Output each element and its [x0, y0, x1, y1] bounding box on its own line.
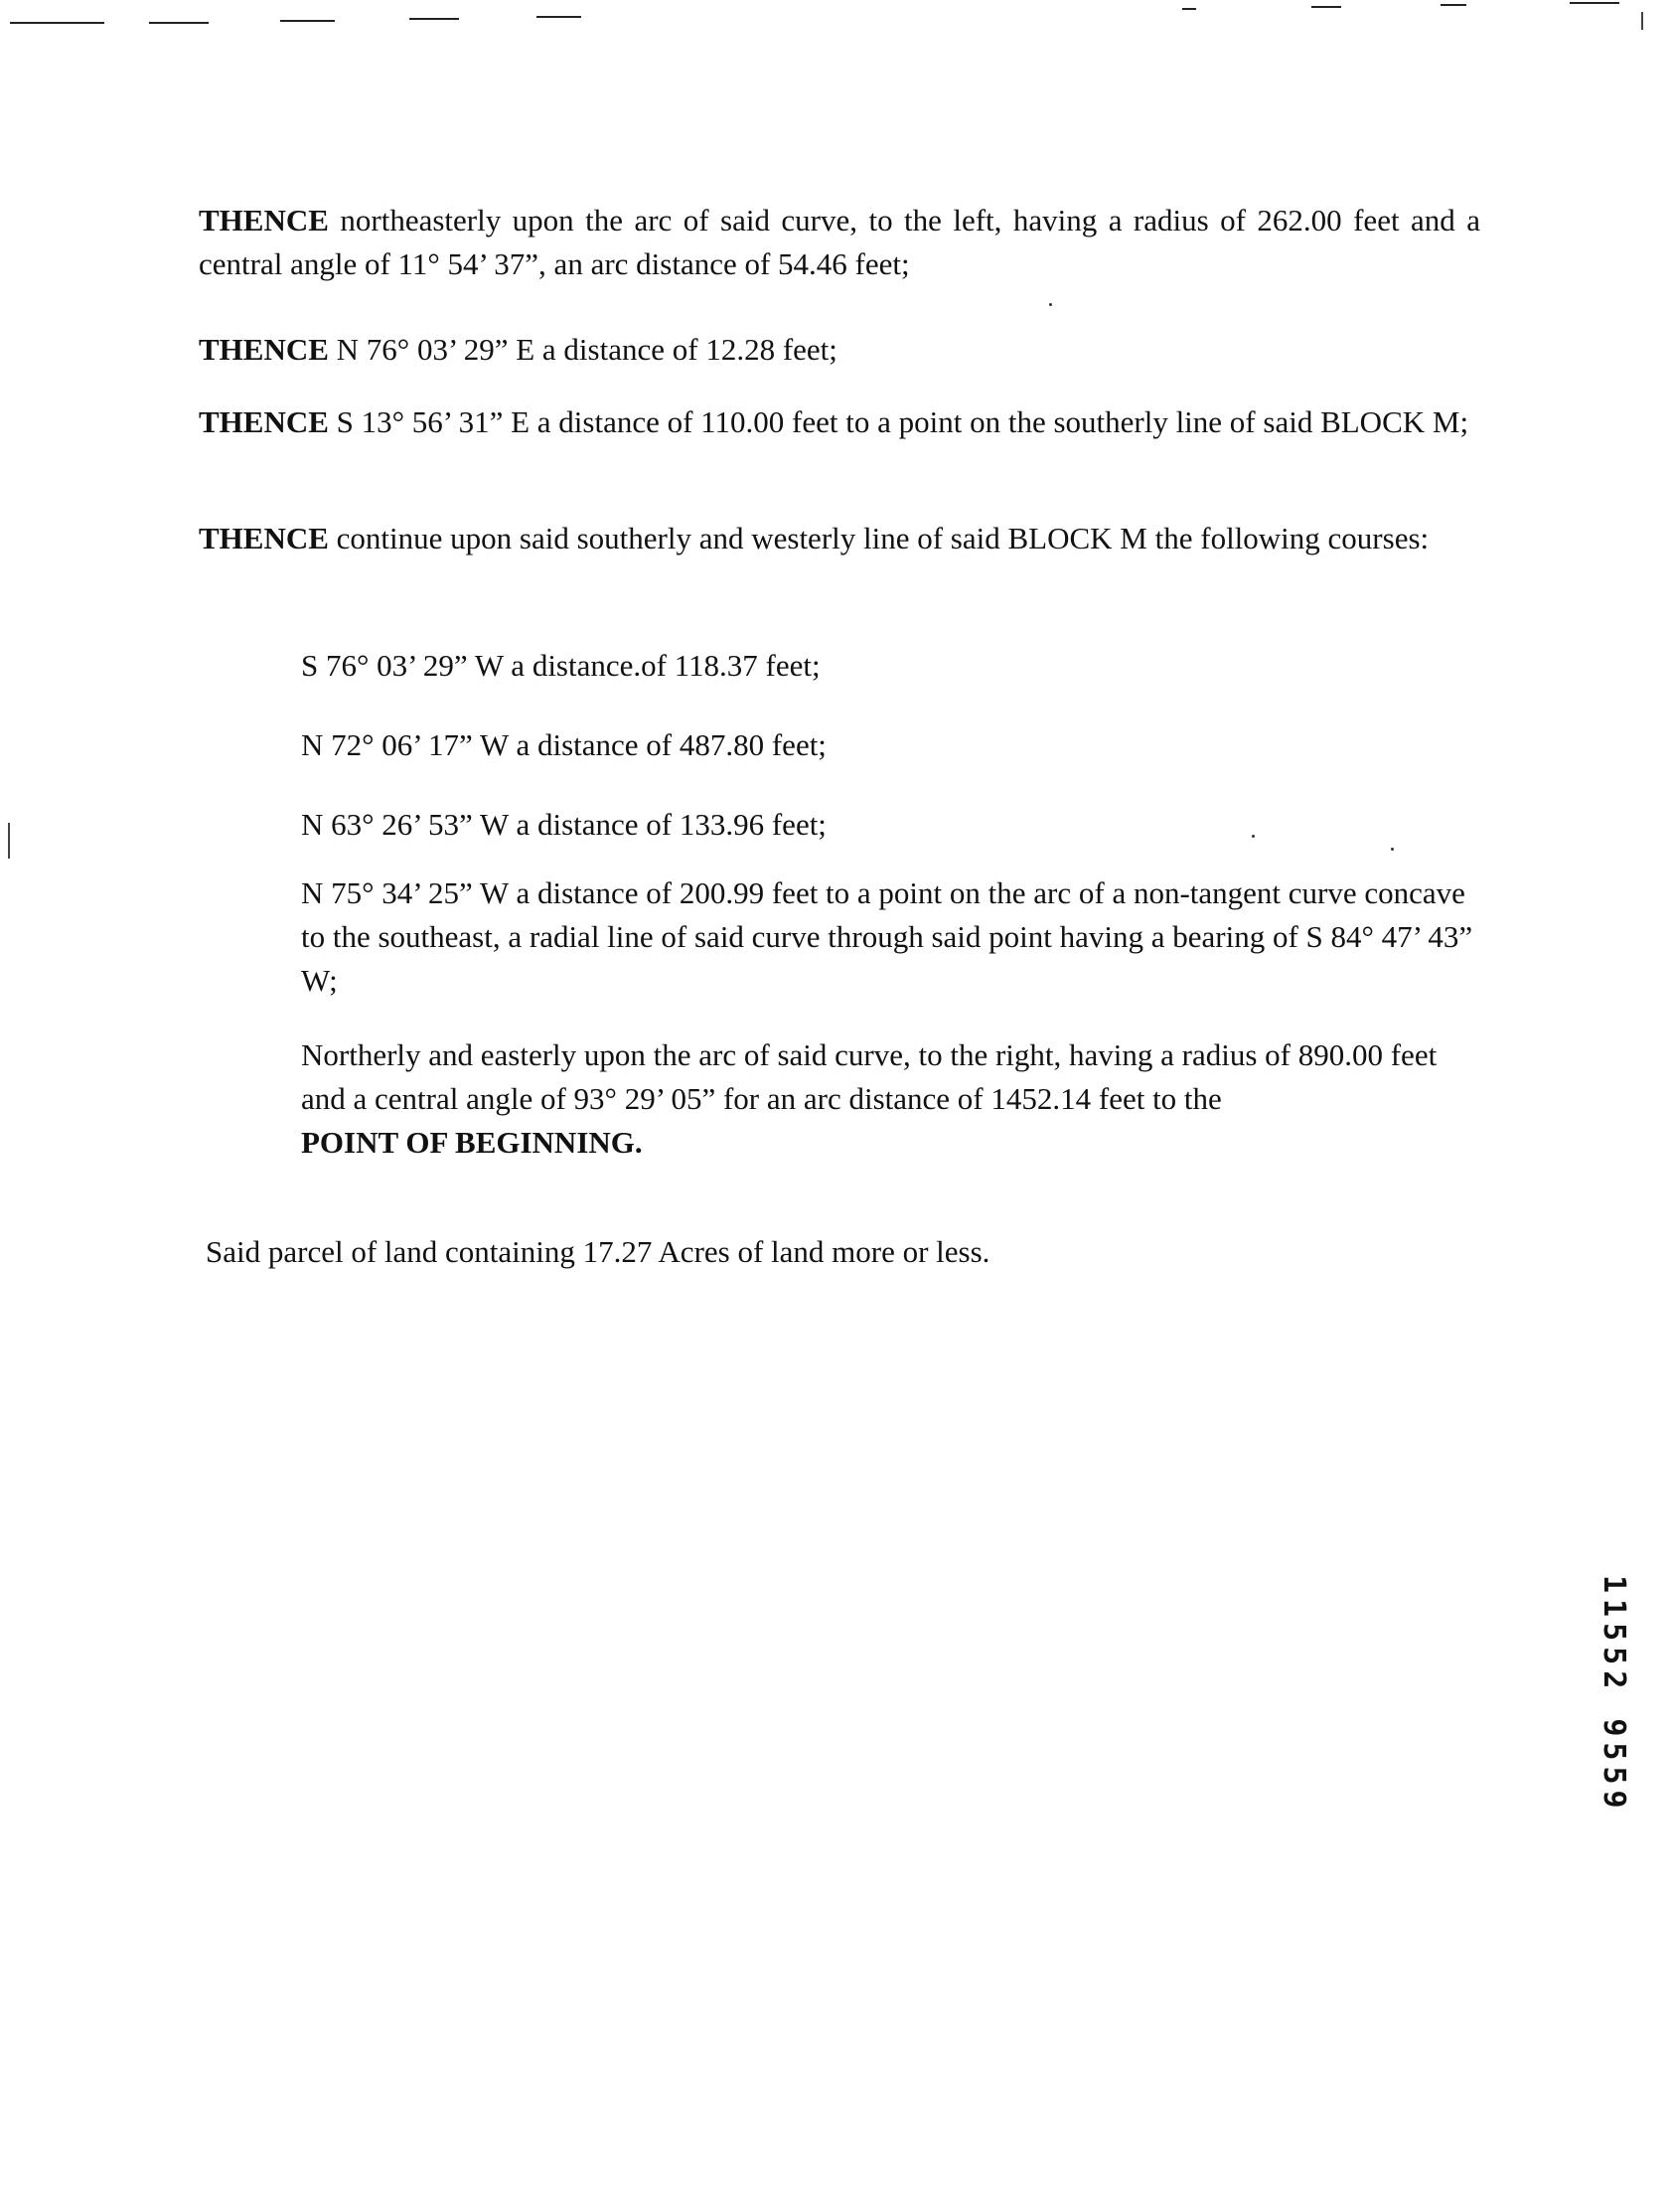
- scan-mark: [1441, 4, 1466, 6]
- scan-mark: [8, 823, 10, 859]
- course-final: [301, 1033, 1488, 1165]
- thence-keyword: THENCE: [199, 203, 329, 237]
- paragraph-text: northeasterly upon the arc of said curve, to the left, having a radius of 262.00 feet and a central angle of 11° 54’ 37”, an arc distance of 54.46 feet;: [199, 203, 1480, 281]
- course-item: N 72° 06’ 17” W a distance of 487.80 feet;: [301, 727, 827, 762]
- course-final-text: Northerly and easterly upon the arc of said curve, to the right, having a radius of 890.00 feet and a central angle of 93° 29’ 05” for an arc distance of 1452.14 feet to the: [301, 1037, 1438, 1116]
- paragraph-curve-left: [199, 199, 1480, 286]
- scan-mark: [280, 20, 335, 22]
- course-item: N 63° 26’ 53” W a distance of 133.96 feet;: [301, 807, 827, 842]
- paragraph-following-courses: [199, 517, 1480, 560]
- scan-mark: [536, 16, 581, 18]
- scan-mark: [1570, 2, 1619, 4]
- scan-mark: [1182, 8, 1196, 10]
- scan-speck: [1391, 848, 1394, 851]
- paragraph-text: N 76° 03’ 29” E a distance of 12.28 feet;: [328, 332, 837, 367]
- stamp-number-text: 11552 9559: [1596, 1575, 1631, 1815]
- scan-mark: [149, 22, 209, 24]
- scan-mark: [1311, 6, 1341, 8]
- scan-speck: [1049, 303, 1052, 306]
- paragraph-course-se: [199, 400, 1480, 444]
- scan-mark: [10, 22, 104, 24]
- paragraph-text: continue upon said southerly and westerly line of said BLOCK M the following courses:: [328, 521, 1430, 555]
- scan-mark: [1641, 12, 1643, 30]
- course-item: N 75° 34’ 25” W a distance of 200.99 feet to a point on the arc of a non-tangent curve concave to the southeast, a radial line of said curve through said point having a bearing of S 84° 47’ 43” W;: [301, 875, 1473, 998]
- thence-keyword: THENCE: [199, 332, 329, 367]
- thence-keyword: THENCE: [199, 521, 329, 555]
- paragraph-course-ne: [199, 328, 1480, 372]
- point-of-beginning: POINT OF BEGINNING.: [301, 1125, 643, 1160]
- course-item: S 76° 03’ 29” W a distance.of 118.37 feet;: [301, 648, 821, 683]
- scan-mark: [409, 18, 459, 20]
- closing-statement: Said parcel of land containing 17.27 Acres of land more or less.: [206, 1234, 990, 1269]
- thence-keyword: THENCE: [199, 404, 329, 439]
- document-stamp-number: [1592, 1575, 1641, 1913]
- paragraph-text: S 13° 56’ 31” E a distance of 110.00 feet to a point on the southerly line of said BLOCK M;: [328, 404, 1469, 439]
